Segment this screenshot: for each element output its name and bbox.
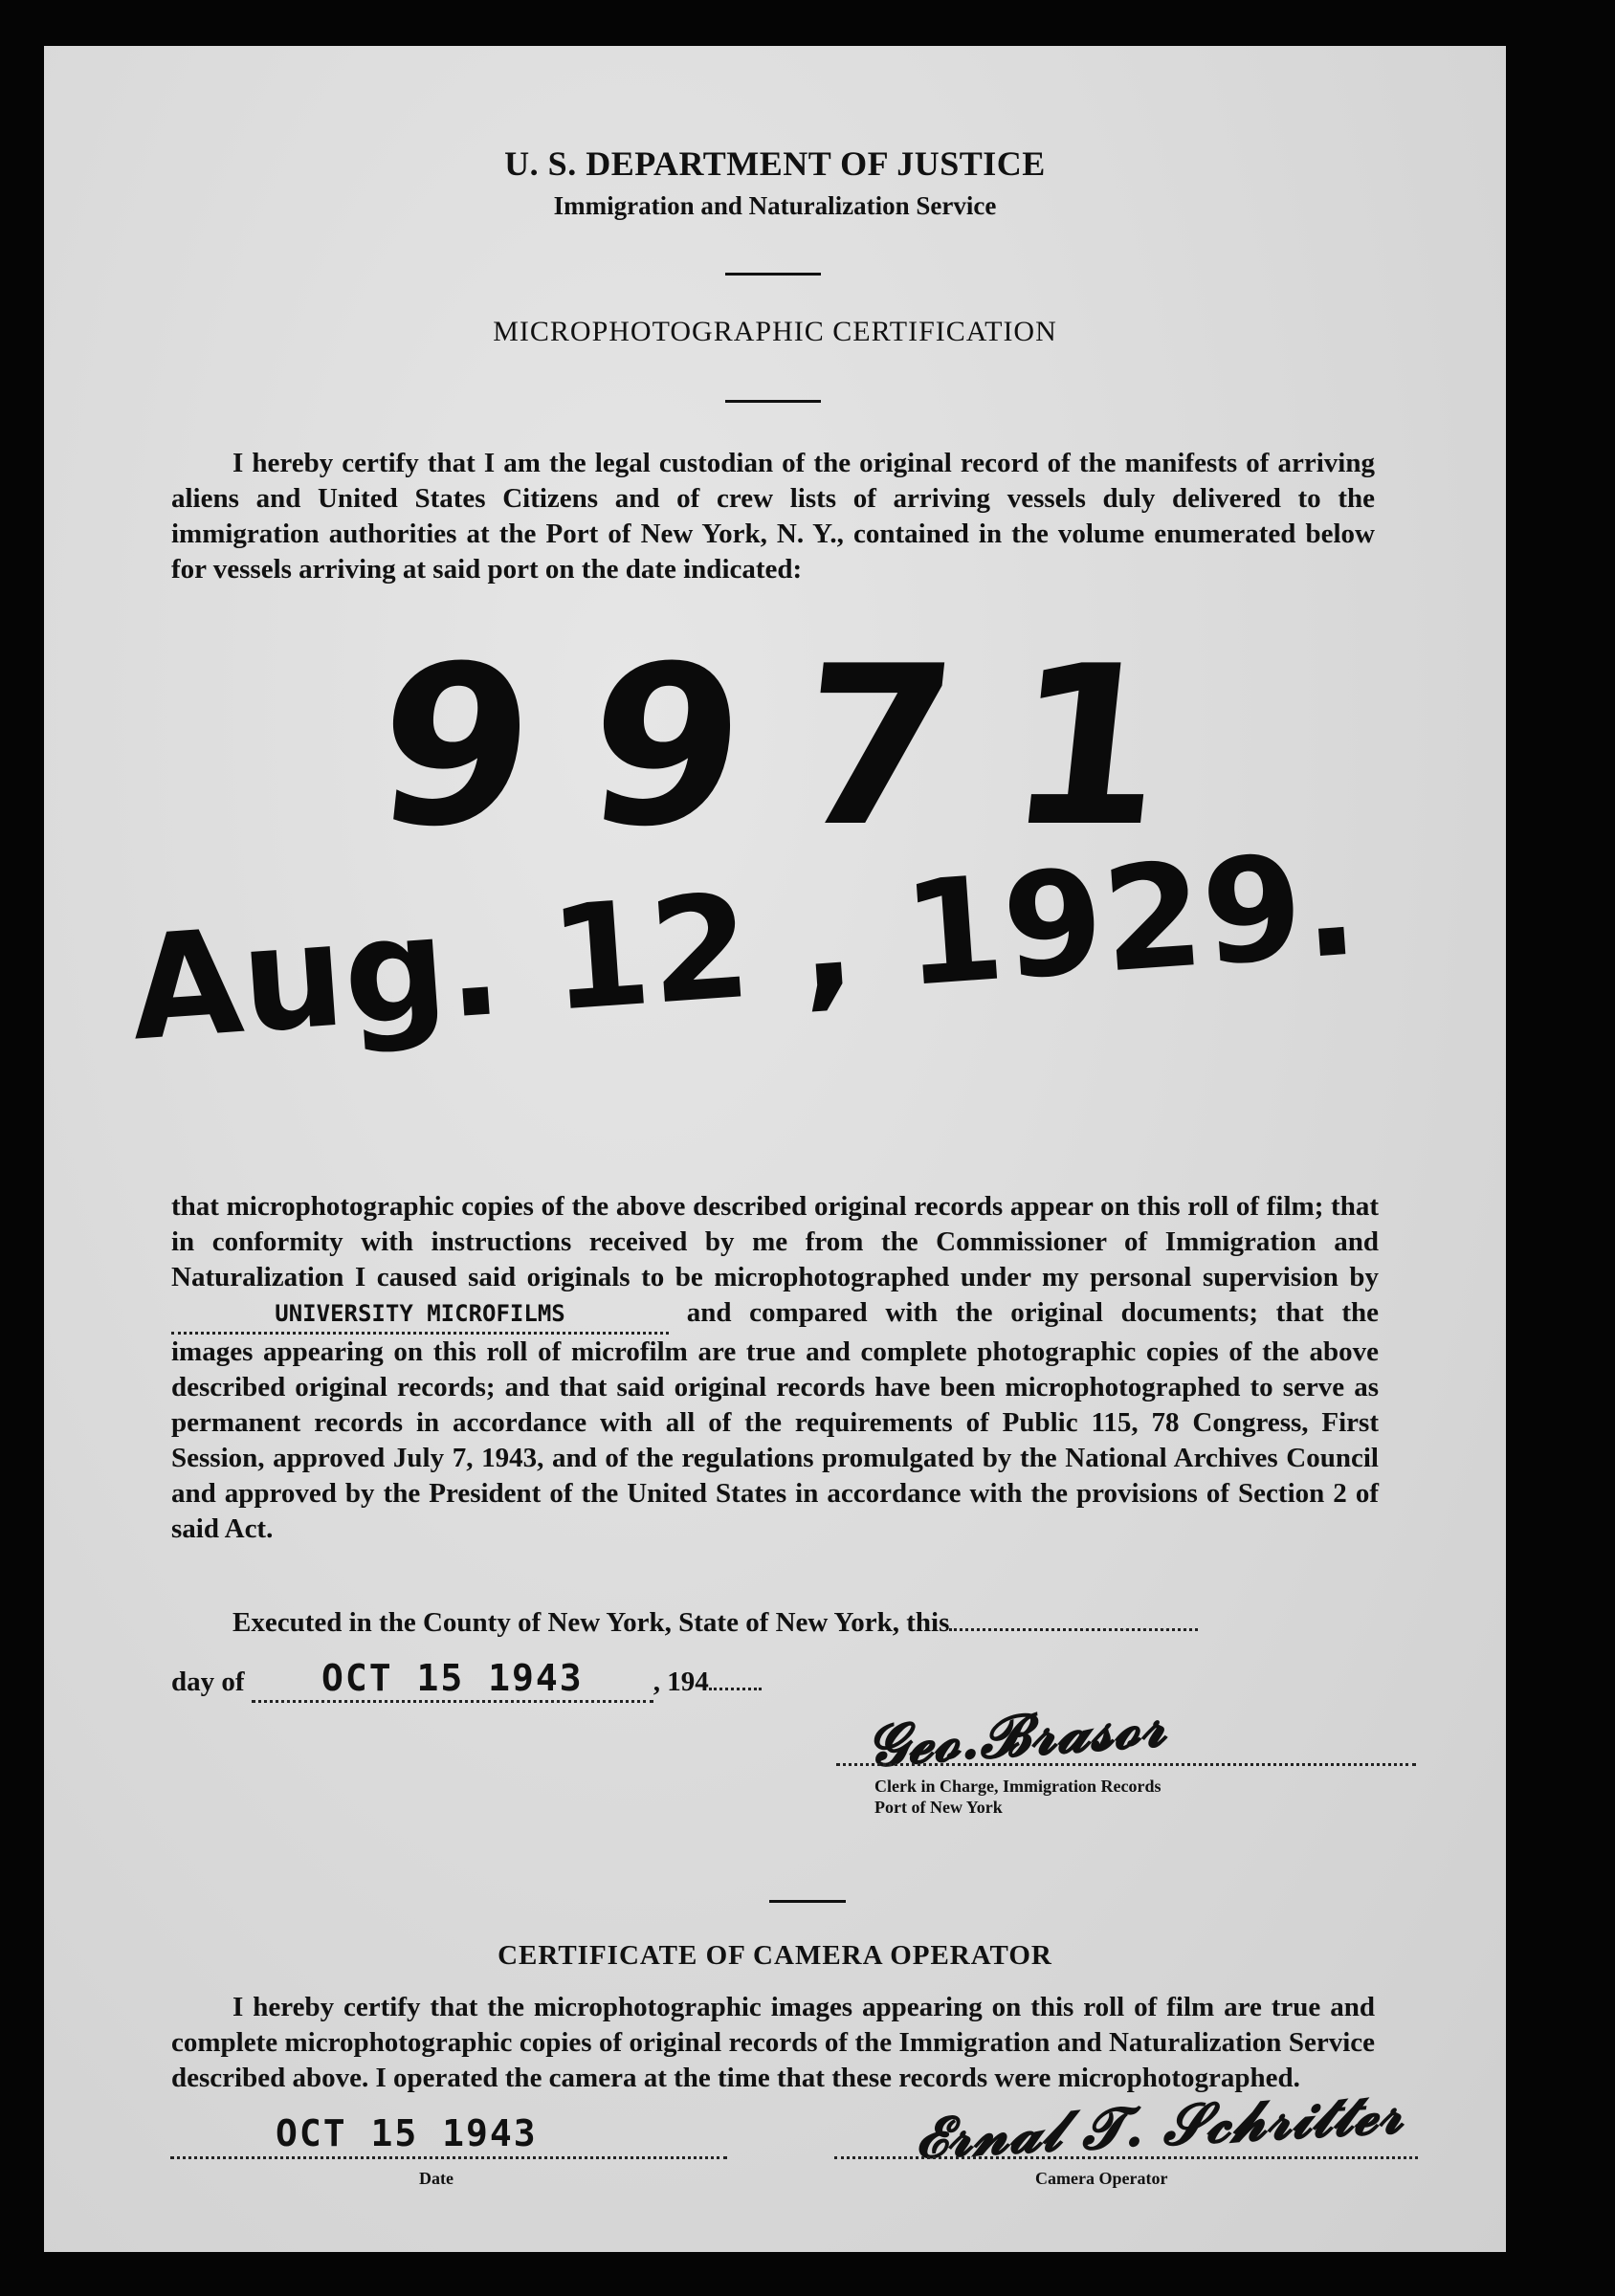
clerk-title-line2: Port of New York (874, 1798, 1003, 1817)
divider (725, 273, 821, 276)
body-text-2: and compared with the original documents; that the images appearing on this roll of microfilm are true and complete photographic copies of the above described original records; and that said original records have been microphotographed to serve as permanent records in accordance with all of the requirements of Public 115, 78 Congress, First Session, approved July 7, 1943, and of the regulations promulgated by the National Archives Council and approved by the President of the United States in accordance with the provisions of Section 2 of said Act. (171, 1297, 1379, 1544)
day-of-line (171, 1657, 1375, 1703)
camera-date-stamp: OCT 15 1943 (276, 2112, 538, 2154)
filmed-by-stamp: UNIVERSITY MICROFILMS (275, 1300, 565, 1327)
clerk-signature: 𝓖𝓮𝓸.𝓑𝓻𝓪𝓼𝓸𝓻 (864, 1692, 1168, 1780)
operator-label: Camera Operator (1035, 2169, 1168, 2188)
certificate-sheet (44, 46, 1506, 2252)
camera-operator-signature: 𝓔𝓻𝓷𝓪𝓵 𝓣. 𝓢𝓬𝓱𝓻𝓲𝓽𝓽𝓮𝓻 (913, 2080, 1405, 2172)
year-label: , 194 (653, 1667, 709, 1697)
volume-number-handwritten: 9971 (365, 620, 1235, 875)
body-text-1: that microphotographic copies of the above described original records appear on this roll of film; that in conformity with instructions received by me from the Commissioner of Immigration and Naturalization I caused said originals to be microphotographed under my personal supervision by (171, 1191, 1379, 1292)
executed-day-field (949, 1607, 1198, 1631)
operator-line (834, 2156, 1418, 2159)
divider (769, 1900, 846, 1903)
clerk-title (874, 1776, 1161, 1818)
year-field (709, 1667, 762, 1690)
camera-paragraph (171, 1990, 1375, 2096)
camera-heading: CERTIFICATE OF CAMERA OPERATOR (498, 1940, 1052, 1971)
day-of-label: day of (171, 1667, 245, 1697)
body-paragraph (171, 1189, 1379, 1547)
date-label: Date (419, 2169, 454, 2188)
agency-title: U. S. DEPARTMENT OF JUSTICE (504, 144, 1046, 183)
executed-text: Executed in the County of New York, State of New York, this (232, 1607, 950, 1638)
executed-line (171, 1605, 1375, 1641)
clerk-title-line1: Clerk in Charge, Immigration Records (874, 1777, 1161, 1796)
service-subtitle: Immigration and Naturalization Service (553, 191, 997, 220)
day-of-stamp: OCT 15 1943 (321, 1657, 584, 1699)
day-of-field (252, 1657, 653, 1703)
arrival-date-handwritten: Aug. 12 , 1929. (125, 821, 1363, 1073)
divider (725, 400, 821, 403)
filmed-by-field (171, 1295, 669, 1335)
clerk-signature-line (836, 1763, 1416, 1766)
certification-heading: MICROPHOTOGRAPHIC CERTIFICATION (493, 316, 1057, 347)
intro-paragraph (171, 446, 1375, 587)
camera-text: I hereby certify that the microphotographic images appearing on this roll of film are true and complete microphotographic copies of original records of the Immigration and Naturalization Service described above. I operated the camera at the time that these records were microphotographed. (171, 1992, 1375, 2093)
date-line (170, 2156, 727, 2159)
intro-text: I hereby certify that I am the legal custodian of the original record of the manifests of arriving aliens and United States Citizens and of crew lists of arriving vessels duly delivered to the immigration authorities at the Port of New York, N. Y., contained in the volume enumerated below for vessels arriving at said port on the date indicated: (171, 448, 1375, 585)
